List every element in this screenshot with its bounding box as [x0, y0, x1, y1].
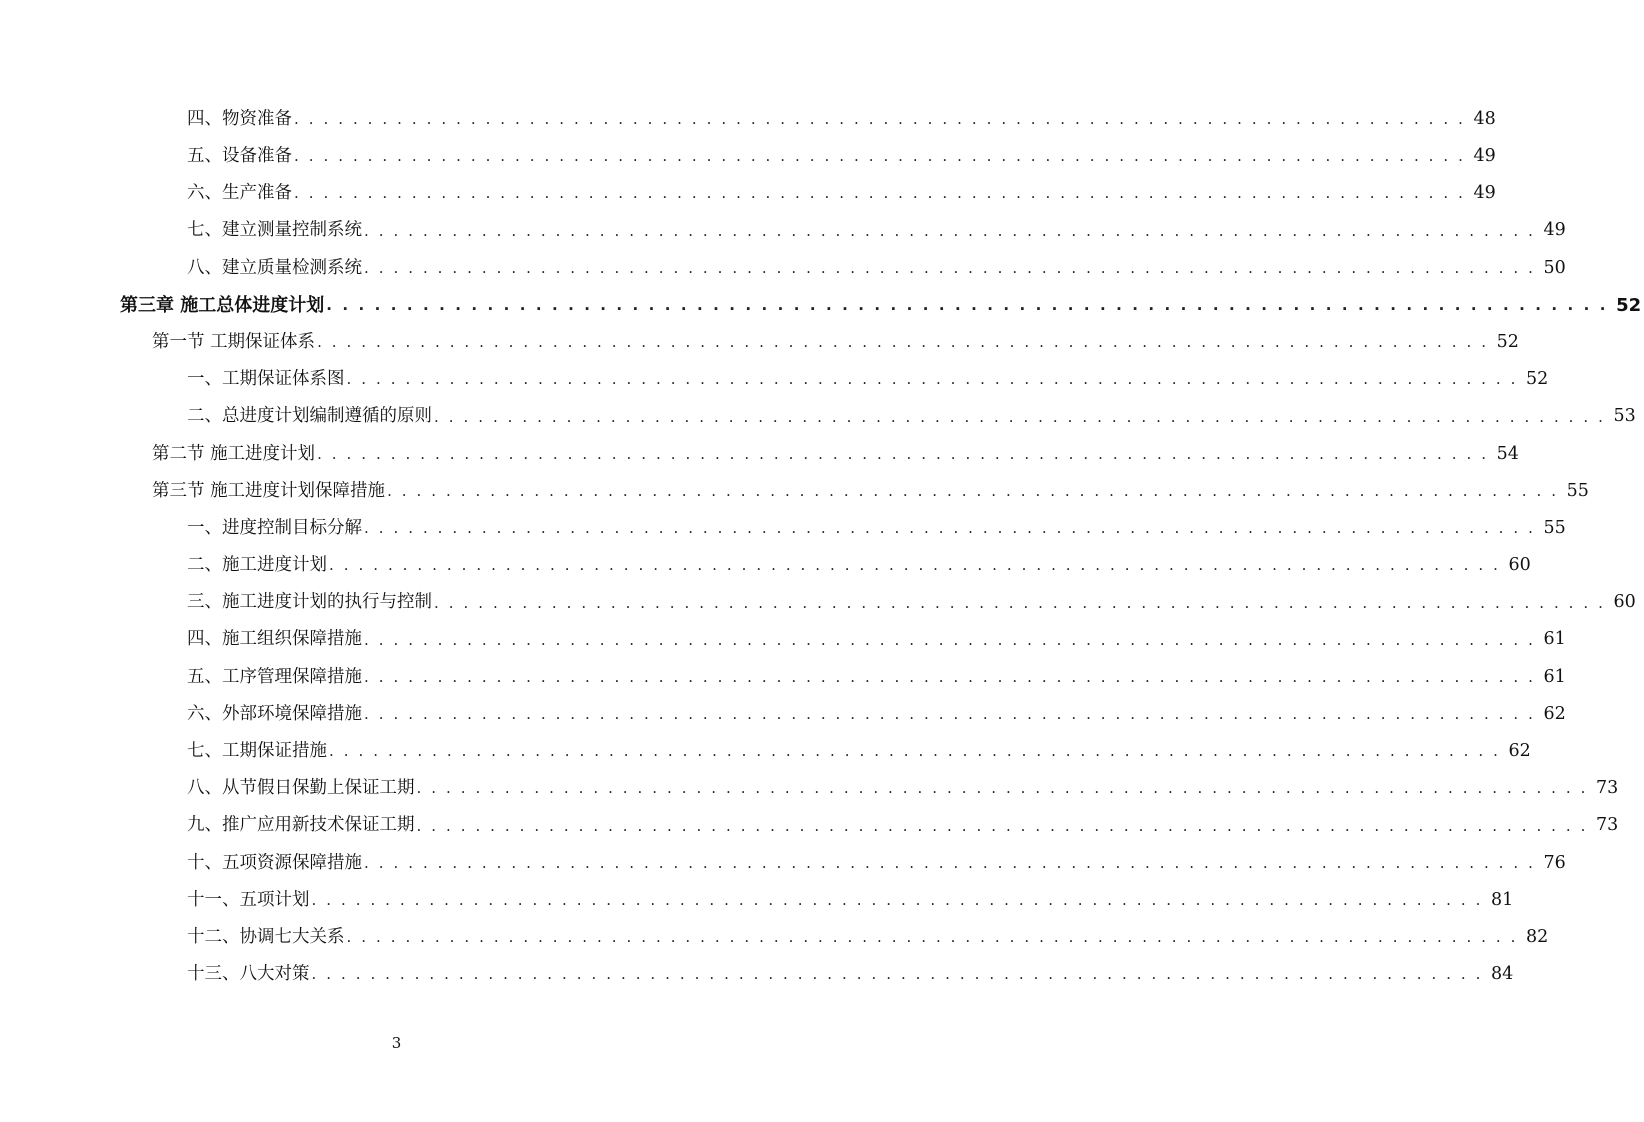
toc-entry-page: 84: [1491, 964, 1514, 985]
toc-entry-page: 49: [1543, 220, 1566, 241]
toc-dot-leader: . . . . . . . . . . . . . . . . . . . . . . . . . . . . . . . . . . . . . . . . . . . . . . . . . . . . . . . . . . . . . . . . . . . . . . . . . . . . . . . .: [364, 667, 1536, 686]
toc-chapter-entry[interactable]: [0, 287, 1642, 324]
toc-entry-title: 十三、八大对策: [187, 964, 310, 985]
table-of-contents: [0, 101, 1642, 994]
toc-dot-leader: . . . . . . . . . . . . . . . . . . . . . . . . . . . . . . . . . . . . . . . . . . . . . . . . . . . . . . . . . . . . . . . . . . . . . . . . . . . . . . . .: [364, 630, 1536, 649]
toc-entry-title: 三、施工进度计划的执行与控制: [187, 592, 432, 613]
toc-entry-title: 第一节 工期保证体系: [152, 331, 316, 352]
toc-dot-leader: . . . . . . . . . . . . . . . . . . . . . . . . . . . . . . . . . . . . . . . . . . . . . . . . . . . . . . . . . . . . . . . . . . . . . . . . . . . . . . . .: [311, 965, 1484, 984]
toc-dot-leader: . . . . . . . . . . . . . . . . . . . . . . . . . . . . . . . . . . . . . . . . . . . . . . . . . . . . . . . . . . . . . . . . . . . . . . . . . . . . . . . .: [387, 481, 1559, 500]
toc-entry[interactable]: [0, 584, 1636, 621]
toc-dot-leader: . . . . . . . . . . . . . . . . . . . . . . . . . . . . . . . . . . . . . . . . . . . . . . . . . . . . . . . . . . . . . . . . . . . . . . . . . . . . . . . .: [364, 705, 1536, 724]
toc-entry-page: 73: [1596, 778, 1619, 799]
toc-entry-page: 48: [1473, 108, 1496, 129]
toc-dot-leader: . . . . . . . . . . . . . . . . . . . . . . . . . . . . . . . . . . . . . . . . . . . . . . . . . . . . . . . . . . . . . . . . . . . . . . . . . . . . . . . .: [416, 816, 1589, 835]
toc-entry-title: 四、施工组织保障措施: [187, 629, 362, 650]
toc-entry-title: 二、施工进度计划: [187, 555, 327, 576]
toc-entry-title: 五、工序管理保障措施: [187, 666, 362, 687]
toc-entry[interactable]: [0, 845, 1566, 882]
toc-entry-title: 八、从节假日保勤上保证工期: [187, 778, 415, 799]
toc-entry[interactable]: [0, 919, 1549, 956]
toc-entry-title: 八、建立质量检测系统: [187, 257, 362, 278]
toc-entry-page: 60: [1508, 555, 1531, 576]
toc-dot-leader: . . . . . . . . . . . . . . . . . . . . . . . . . . . . . . . . . . . . . . . . . . . . . . . . . . . . . . . . . . . . . . . . . . . . . . . . . . . . . . . .: [294, 184, 1466, 203]
toc-dot-leader: . . . . . . . . . . . . . . . . . . . . . . . . . . . . . . . . . . . . . . . . . . . . . . . . . . . . . . . . . . . . . . . . . . . . . . . . . . . . . . . .: [326, 296, 1609, 315]
toc-dot-leader: . . . . . . . . . . . . . . . . . . . . . . . . . . . . . . . . . . . . . . . . . . . . . . . . . . . . . . . . . . . . . . . . . . . . . . . . . . . . . . . .: [364, 519, 1536, 538]
toc-section-entry[interactable]: [0, 436, 1519, 473]
toc-dot-leader: . . . . . . . . . . . . . . . . . . . . . . . . . . . . . . . . . . . . . . . . . . . . . . . . . . . . . . . . . . . . . . . . . . . . . . . . . . . . . . . .: [329, 556, 1501, 575]
toc-entry-page: 82: [1526, 926, 1549, 947]
toc-entry-title: 第三节 施工进度计划保障措施: [152, 480, 386, 501]
toc-entry[interactable]: [0, 250, 1566, 287]
toc-dot-leader: . . . . . . . . . . . . . . . . . . . . . . . . . . . . . . . . . . . . . . . . . . . . . . . . . . . . . . . . . . . . . . . . . . . . . . . . . . . . . . . .: [364, 258, 1536, 277]
toc-entry-page: 62: [1543, 703, 1566, 724]
toc-dot-leader: . . . . . . . . . . . . . . . . . . . . . . . . . . . . . . . . . . . . . . . . . . . . . . . . . . . . . . . . . . . . . . . . . . . . . . . . . . . . . . . .: [346, 370, 1519, 389]
toc-dot-leader: . . . . . . . . . . . . . . . . . . . . . . . . . . . . . . . . . . . . . . . . . . . . . . . . . . . . . . . . . . . . . . . . . . . . . . . . . . . . . . . .: [294, 147, 1466, 166]
toc-dot-leader: . . . . . . . . . . . . . . . . . . . . . . . . . . . . . . . . . . . . . . . . . . . . . . . . . . . . . . . . . . . . . . . . . . . . . . . . . . . . . . . .: [317, 444, 1489, 463]
toc-entry-title: 四、物资准备: [187, 108, 292, 129]
toc-entry[interactable]: [0, 101, 1496, 138]
toc-entry-title: 一、工期保证体系图: [187, 369, 345, 390]
toc-dot-leader: . . . . . . . . . . . . . . . . . . . . . . . . . . . . . . . . . . . . . . . . . . . . . . . . . . . . . . . . . . . . . . . . . . . . . . . . . . . . . . . .: [317, 333, 1489, 352]
toc-entry-title: 十二、协调七大关系: [187, 926, 345, 947]
toc-dot-leader: . . . . . . . . . . . . . . . . . . . . . . . . . . . . . . . . . . . . . . . . . . . . . . . . . . . . . . . . . . . . . . . . . . . . . . . . . . . . . . . .: [416, 779, 1589, 798]
toc-entry[interactable]: [0, 956, 1514, 993]
toc-entry-title: 七、建立测量控制系统: [187, 220, 362, 241]
toc-entry[interactable]: [0, 213, 1566, 250]
toc-dot-leader: . . . . . . . . . . . . . . . . . . . . . . . . . . . . . . . . . . . . . . . . . . . . . . . . . . . . . . . . . . . . . . . . . . . . . . . . . . . . . . . .: [364, 221, 1536, 240]
toc-entry[interactable]: [0, 733, 1531, 770]
toc-dot-leader: . . . . . . . . . . . . . . . . . . . . . . . . . . . . . . . . . . . . . . . . . . . . . . . . . . . . . . . . . . . . . . . . . . . . . . . . . . . . . . . .: [434, 407, 1606, 426]
toc-dot-leader: . . . . . . . . . . . . . . . . . . . . . . . . . . . . . . . . . . . . . . . . . . . . . . . . . . . . . . . . . . . . . . . . . . . . . . . . . . . . . . . .: [329, 742, 1501, 761]
toc-entry[interactable]: [0, 622, 1566, 659]
toc-entry-title: 九、推广应用新技术保证工期: [187, 815, 415, 836]
toc-entry-page: 81: [1491, 889, 1514, 910]
toc-entry-page: 60: [1613, 592, 1636, 613]
toc-entry-title: 十一、五项计划: [187, 889, 310, 910]
toc-entry-title: 一、进度控制目标分解: [187, 517, 362, 538]
toc-entry-title: 六、外部环境保障措施: [187, 703, 362, 724]
toc-entry-title: 第二节 施工进度计划: [152, 443, 316, 464]
toc-entry-page: 54: [1496, 443, 1519, 464]
toc-entry[interactable]: [0, 659, 1566, 696]
toc-entry[interactable]: [0, 770, 1619, 807]
toc-dot-leader: . . . . . . . . . . . . . . . . . . . . . . . . . . . . . . . . . . . . . . . . . . . . . . . . . . . . . . . . . . . . . . . . . . . . . . . . . . . . . . . .: [294, 110, 1466, 129]
toc-entry-page: 49: [1473, 146, 1496, 167]
toc-entry-title: 第三章 施工总体进度计划: [120, 294, 325, 316]
toc-entry-page: 52: [1616, 294, 1642, 316]
toc-entry-page: 55: [1543, 517, 1566, 538]
toc-entry[interactable]: [0, 696, 1566, 733]
toc-entry-title: 七、工期保证措施: [187, 741, 327, 762]
toc-entry-title: 六、生产准备: [187, 183, 292, 204]
toc-entry-title: 十、五项资源保障措施: [187, 852, 362, 873]
toc-entry-page: 62: [1508, 741, 1531, 762]
toc-entry-page: 61: [1543, 629, 1566, 650]
toc-dot-leader: . . . . . . . . . . . . . . . . . . . . . . . . . . . . . . . . . . . . . . . . . . . . . . . . . . . . . . . . . . . . . . . . . . . . . . . . . . . . . . . .: [311, 891, 1484, 910]
toc-entry-page: 52: [1496, 331, 1519, 352]
toc-entry-page: 76: [1543, 852, 1566, 873]
toc-entry-page: 61: [1543, 666, 1566, 687]
toc-entry[interactable]: [0, 361, 1549, 398]
toc-dot-leader: . . . . . . . . . . . . . . . . . . . . . . . . . . . . . . . . . . . . . . . . . . . . . . . . . . . . . . . . . . . . . . . . . . . . . . . . . . . . . . . .: [346, 928, 1519, 947]
toc-dot-leader: . . . . . . . . . . . . . . . . . . . . . . . . . . . . . . . . . . . . . . . . . . . . . . . . . . . . . . . . . . . . . . . . . . . . . . . . . . . . . . . .: [364, 853, 1536, 872]
toc-dot-leader: . . . . . . . . . . . . . . . . . . . . . . . . . . . . . . . . . . . . . . . . . . . . . . . . . . . . . . . . . . . . . . . . . . . . . . . . . . . . . . . .: [434, 593, 1606, 612]
toc-section-entry[interactable]: [0, 324, 1519, 361]
toc-entry[interactable]: [0, 175, 1496, 212]
toc-entry[interactable]: [0, 547, 1531, 584]
toc-entry[interactable]: [0, 138, 1496, 175]
toc-section-entry[interactable]: [0, 473, 1589, 510]
toc-entry-title: 五、设备准备: [187, 146, 292, 167]
toc-entry-page: 55: [1566, 480, 1589, 501]
toc-entry-page: 73: [1596, 815, 1619, 836]
toc-entry[interactable]: [0, 510, 1566, 547]
toc-entry-title: 二、总进度计划编制遵循的原则: [187, 406, 432, 427]
toc-entry-page: 52: [1526, 369, 1549, 390]
toc-entry-page: 50: [1543, 257, 1566, 278]
toc-entry[interactable]: [0, 808, 1619, 845]
toc-entry-page: 49: [1473, 183, 1496, 204]
toc-entry[interactable]: [0, 399, 1636, 436]
toc-entry[interactable]: [0, 882, 1514, 919]
toc-entry-page: 53: [1613, 406, 1636, 427]
page-number: 3: [391, 1034, 402, 1052]
